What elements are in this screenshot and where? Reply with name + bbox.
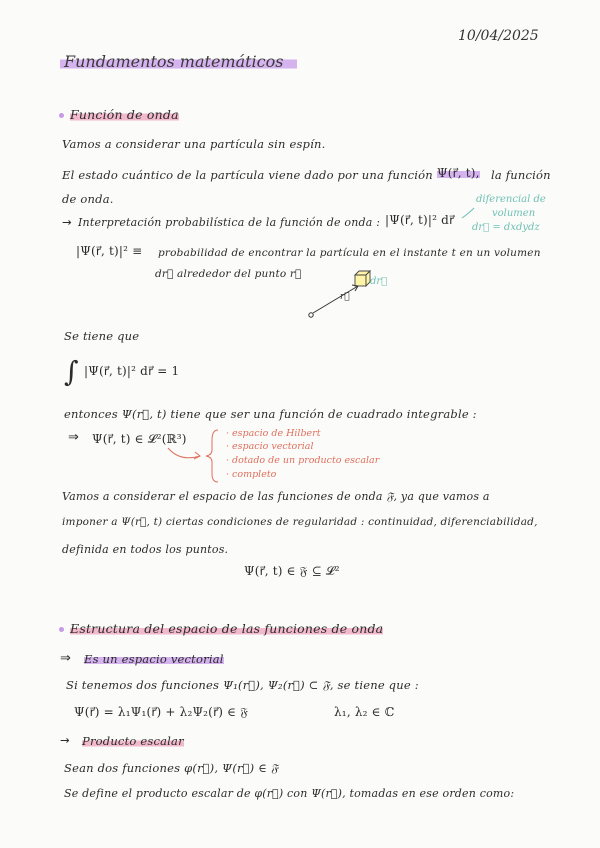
date: 10/04/2025 (458, 28, 539, 44)
arrow-icon: → (62, 215, 72, 229)
teal-note: dr⃗ = dxdydz (472, 222, 540, 233)
text-line: El estado cuántico de la partícula viene dado por una función (62, 168, 433, 182)
red-arrow (168, 448, 200, 458)
volume-cube-icon (355, 271, 370, 286)
red-brace (206, 430, 218, 482)
text-line: dr⃗ alrededor del punto r⃗ (155, 268, 302, 280)
text-line: Interpretación probabilística de la función de onda : (78, 216, 381, 229)
normalization-equation: |Ψ(r⃗, t)|² dr⃗ = 1 (84, 364, 180, 378)
text-line: la función (491, 168, 551, 182)
math-expression: |Ψ(r⃗, t)|² dr⃗ (385, 213, 455, 227)
position-vector-arrow (313, 286, 358, 313)
subheading-scalar-product: Producto escalar (82, 734, 184, 748)
diagram-label: dr⃗ (370, 276, 388, 287)
teal-note: diferencial de (476, 194, 546, 205)
red-note: · espacio de Hilbert (226, 428, 321, 439)
bullet-dot (59, 627, 64, 632)
arrow-icon: → (60, 733, 70, 747)
red-note: · completo (226, 469, 277, 480)
subheading-vector-space: Es un espacio vectorial (84, 652, 224, 666)
text-line: Si tenemos dos funciones Ψ₁(r⃗), Ψ₂(r⃗) ⊂ 𝔉, se tiene que : (66, 678, 419, 692)
section-heading-structure: Estructura del espacio de las funciones de onda (70, 621, 384, 636)
teal-note: volumen (492, 208, 536, 219)
text-line: Se tiene que (64, 329, 140, 343)
teal-connector (462, 208, 474, 218)
math-expression: Ψ(r⃗) = λ₁Ψ₁(r⃗) + λ₂Ψ₂(r⃗) ∈ 𝔉 (74, 705, 248, 719)
text-line: entonces Ψ(r⃗, t) tiene que ser una función de cuadrado integrable : (64, 407, 477, 421)
math-expression: Ψ(r⃗, t) ∈ 𝔉 ⊆ 𝓛² (244, 564, 340, 578)
text-line: probabilidad de encontrar la partícula en el instante t en un volumen (158, 247, 541, 259)
section-heading-wave-function: Función de onda (70, 107, 179, 122)
text-line: definida en todos los puntos. (62, 543, 229, 556)
math-expression: |Ψ(r⃗, t)|² ≡ (76, 244, 143, 258)
origin-point (309, 313, 313, 317)
math-expression: Ψ(r⃗, t) ∈ 𝓛²(ℝ³) (92, 432, 187, 446)
math-expression: λ₁, λ₂ ∈ ℂ (334, 705, 395, 719)
diagram-label: r⃗ (340, 292, 350, 302)
text-line: Sean dos funciones φ(r⃗), Ψ(r⃗) ∈ 𝔉 (64, 761, 279, 775)
text-line: Vamos a considerar el espacio de las funciones de onda 𝔉, ya que vamos a (62, 490, 490, 503)
red-note: · espacio vectorial (226, 441, 314, 452)
text-line: Se define el producto escalar de φ(r⃗) con Ψ(r⃗), tomadas en ese orden como: (64, 787, 515, 800)
red-note: · dotado de un producto escalar (226, 455, 380, 466)
implies-arrow-icon: ⇒ (68, 430, 80, 445)
text-line: imponer a Ψ(r⃗, t) ciertas condiciones de regularidad : continuidad, diferenciabilidad, (62, 516, 538, 528)
text-line: de onda. (62, 192, 114, 206)
text-line: Vamos a considerar una partícula sin espín. (62, 137, 326, 151)
implies-arrow-icon: ⇒ (60, 651, 72, 666)
integral-sign: ∫ (64, 355, 79, 388)
psi-highlight: Ψ(r⃗, t), (437, 166, 480, 180)
bullet-dot (59, 113, 64, 118)
page-title: Fundamentos matemáticos (60, 52, 297, 71)
